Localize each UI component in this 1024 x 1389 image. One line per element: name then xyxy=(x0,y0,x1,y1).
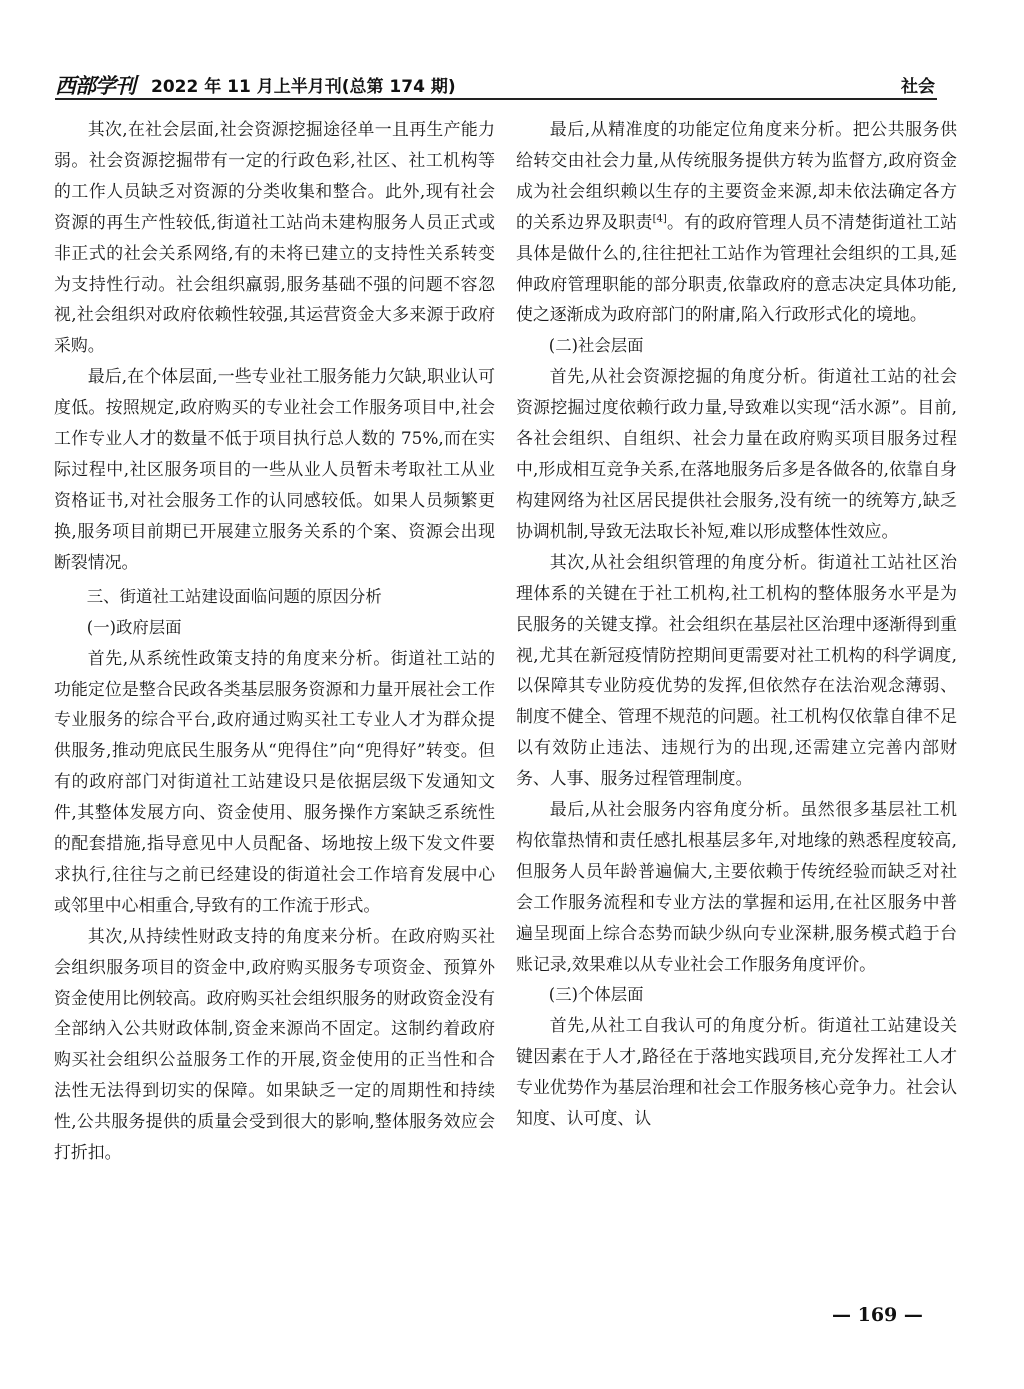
section-heading: 三、街道社工站建设面临问题的原因分析 xyxy=(86,586,382,606)
subsection-heading: (三)个体层面 xyxy=(548,985,644,1005)
page-number: — 169 — xyxy=(832,1304,923,1326)
citation-ref: [4] xyxy=(652,213,667,225)
paragraph: 其次,从社会组织管理的角度分析。街道社工站社区治理体系的关键在于社工机构,社工机构的整体服务水平是为民服务的关键支撑。社会组织在基层社区治理中逐渐得到重视,尤其在新冠疫情防控期间更需要对社工机构的科学调度,以保障其专业防疫优势的发挥,但依然存在法治观念薄弱、制度不健全、管理不规范的问题。社工机构仅依靠自律不足以有效防止违法、违规行为的出现,还需建立完善内部财务、人事、服务过程管理制度。 xyxy=(516,551,957,789)
section-label: 社会 xyxy=(901,77,935,97)
paragraph: 首先,从社工自我认可的角度分析。街道社工站建设关键因素在于人才,路径在于落地实践项目,充分发挥社工人才专业优势作为基层治理和社会工作服务核心竞争力。社会认知度、认可度、认 xyxy=(516,1015,957,1129)
subsection-heading: (一)政府层面 xyxy=(86,617,182,637)
journal-issue: 2022 年 11 月上半月刊(总第 174 期) xyxy=(151,77,456,97)
subsection-heading: (二)社会层面 xyxy=(548,336,644,356)
paragraph: 首先,从社会资源挖掘的角度分析。街道社工站的社会资源挖掘过度依赖行政力量,导致难以实现“活水源”。目前,各社会组织、自组织、社会力量在政府购买项目服务过程中,形成相互竞争关系,在落地服务后多是各做各的,依靠自身构建网络为社区居民提供社会服务,没有统一的统筹方,缺乏协调机制,导致无法取长补短,难以形成整体性效应。 xyxy=(516,366,957,541)
paragraph: 最后,从社会服务内容角度分析。虽然很多基层社工机构依靠热情和责任感扎根基层多年,对地缘的熟悉程度较高,但服务人员年龄普遍偏大,主要依赖于传统经验而缺乏对社会工作服务流程和专业方法的掌握和运用,在社区服务中普遍呈现面上综合态势而缺少纵向专业深耕,服务模式趋于台账记录,效果难以从专业社会工作服务角度评价。 xyxy=(516,799,957,974)
journal-logo: 西部学刊 xyxy=(55,73,135,98)
paragraph: 其次,从持续性财政支持的角度来分析。在政府购买社会组织服务项目的资金中,政府购买服务专项资金、预算外资金使用比例较高。政府购买社会组织服务的财政资金没有全部纳入公共财政体制,资金来源尚不固定。这制约着政府购买社会组织公益服务工作的开展,资金使用的正当性和合法性无法得到切实的保障。如果缺乏一定的周期性和持续性,公共服务提供的质量会受到很大的影响,整体服务效应会打折扣。 xyxy=(54,925,495,1163)
paragraph: 首先,从系统性政策支持的角度来分析。街道社工站的功能定位是整合民政各类基层服务资源和力量开展社会工作专业服务的综合平台,政府通过购买社工专业人才为群众提供服务,推动兜底民生服务从“兜得住”向“兜得好”转变。但有的政府部门对街道社工站建设只是依据层级下发通知文件,其整体发展方向、资金使用、服务操作方案缺乏系统性的配套措施,指导意见中人员配备、场地按上级下发文件要求执行,往往与之前已经建设的街道社会工作培育发展中心或邻里中心相重合,导致有的工作流于形式。 xyxy=(54,647,495,915)
left-column xyxy=(54,114,495,1168)
running-header xyxy=(55,68,937,100)
paragraph: 最后,在个体层面,一些专业社工服务能力欠缺,职业认可度低。按照规定,政府购买的专业社会工作服务项目中,社会工作专业人才的数量不低于项目执行总人数的 75%,而在实际过程中,社区服务项目的一些从业人员暂未考取社工从业资格证书,对社会服务工作的认同感较低。如果人员频繁更换,服务项目前期已开展建立服务关系的个案、资源会出现断裂情况。 xyxy=(54,366,495,572)
right-column xyxy=(516,114,957,1134)
paragraph xyxy=(516,114,957,330)
paragraph-text: 。有的政府管理人员不清楚街道社工站具体是做什么的,往往把社工站作为管理社会组织的工具,延伸政府管理职能的部分职责,依靠政府的意志决定具体功能,使之逐渐成为政府部门的附庸,陷入行政形式化的境地。 xyxy=(516,211,958,325)
paragraph: 其次,在社会层面,社会资源挖掘途径单一且再生产能力弱。社会资源挖掘带有一定的行政色彩,社区、社工机构等的工作人员缺乏对资源的分类收集和整合。此外,现有社会资源的再生产性较低,街道社工站尚未建构服务人员正式或非正式的社会关系网络,有的未将已建立的支持性关系转变为支持性行动。社会组织羸弱,服务基础不强的问题不容忽视,社会组织对政府依赖性较强,其运营资金大多来源于政府采购。 xyxy=(54,119,495,356)
paragraph-text: 最后,从精准度的功能定位角度来分析。把公共服务供给转交由社会力量,从传统服务提供方转为监督方,政府资金成为社会组织赖以生存的主要资金来源,却未依法确定各方的关系边界及职责 xyxy=(516,119,957,232)
